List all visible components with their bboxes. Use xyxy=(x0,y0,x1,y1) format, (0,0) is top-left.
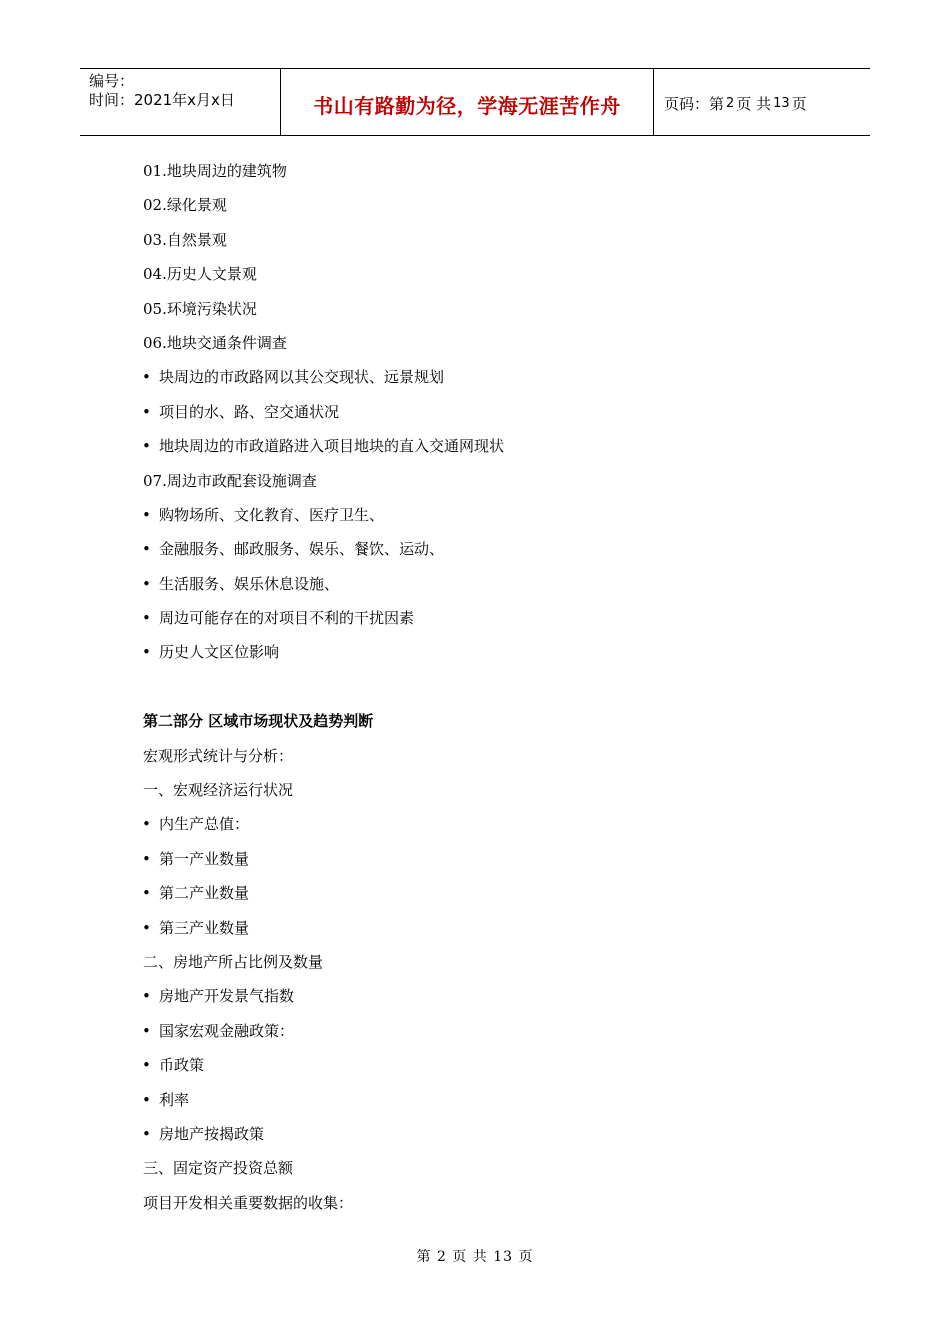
list-item: 03.自然景观 xyxy=(143,230,227,249)
list-item: 项目开发相关重要数据的收集： xyxy=(143,1193,354,1212)
time-label: 时间：2021年x月x日 xyxy=(89,91,235,109)
bullet-item xyxy=(143,1048,843,1082)
bullet-text: 块周边的市政路网以其公交现状、远景规划 xyxy=(159,368,445,387)
bullet-item xyxy=(143,429,843,463)
bullet-text: 地块周边的市政道路进入项目地块的直入交通网现状 xyxy=(159,437,505,456)
list-item: 02.绿化景观 xyxy=(143,196,227,215)
bullet-item xyxy=(143,1083,843,1117)
bullet-text: 房地产开发景气指数 xyxy=(159,987,295,1006)
bullet-text: 国家宏观金融政策： xyxy=(159,1021,295,1040)
list-item: 05.环境污染状况 xyxy=(143,299,257,318)
list-item: 06.地块交通条件调查 xyxy=(143,333,287,352)
list-item: 宏观形式统计与分析： xyxy=(143,746,294,765)
bullet-text: 房地产按揭政策 xyxy=(159,1124,265,1143)
bullet-text: 第二产业数量 xyxy=(159,884,250,903)
bullet-item xyxy=(143,567,843,601)
bullet-text: 周边可能存在的对项目不利的干扰因素 xyxy=(159,609,415,628)
bullet-item xyxy=(143,635,843,669)
bullet-text: 第三产业数量 xyxy=(159,918,250,937)
page-total: 13 xyxy=(773,95,790,111)
bullet-item xyxy=(143,911,843,945)
document-body xyxy=(143,154,843,1220)
page-mid: 页 共 xyxy=(736,94,772,113)
bullet-item xyxy=(143,1014,843,1048)
page-footer: 第 2 页 共 13 页 xyxy=(416,1249,534,1265)
section-title: 第二部分 区域市场现状及趋势判断 xyxy=(143,712,374,731)
list-item: 二、房地产所占比例及数量 xyxy=(143,952,324,971)
bullet-text: 利率 xyxy=(159,1090,190,1109)
bullet-item xyxy=(143,532,843,566)
bullet-item xyxy=(143,842,843,876)
page-prefix: 页码：第 xyxy=(664,94,725,113)
header-motto: 书山有路勤为径，学海无涯苦作舟 xyxy=(281,69,654,135)
bullet-text: 生活服务、娱乐休息设施、 xyxy=(159,574,340,593)
paragraph-gap xyxy=(143,670,843,704)
list-item: 07.周边市政配套设施调查 xyxy=(143,471,317,490)
bullet-item xyxy=(143,979,843,1013)
bullet-text: 金融服务、邮政服务、娱乐、餐饮、运动、 xyxy=(159,540,445,559)
code-label: 编号： xyxy=(89,72,135,90)
bullet-text: 内生产总值： xyxy=(159,815,250,834)
header-page-number xyxy=(654,69,870,135)
list-item: 一、宏观经济运行状况 xyxy=(143,781,294,800)
bullet-item xyxy=(143,807,843,841)
bullet-text: 第一产业数量 xyxy=(159,849,250,868)
bullet-text: 历史人文区位影响 xyxy=(159,643,280,662)
bullet-text: 币政策 xyxy=(159,1056,205,1075)
bullet-item xyxy=(143,876,843,910)
bullet-text: 项目的水、路、空交通状况 xyxy=(159,402,340,421)
bullet-item xyxy=(143,601,843,635)
list-item: 三、固定资产投资总额 xyxy=(143,1159,294,1178)
page-current: 2 xyxy=(726,95,735,111)
bullet-item xyxy=(143,395,843,429)
header-meta xyxy=(80,69,281,135)
bullet-text: 购物场所、文化教育、医疗卫生、 xyxy=(159,505,385,524)
bullet-item xyxy=(143,360,843,394)
list-item: 01.地块周边的建筑物 xyxy=(143,162,287,180)
bullet-item xyxy=(143,498,843,532)
bullet-item xyxy=(143,1117,843,1151)
page-suffix: 页 xyxy=(791,94,807,113)
page-header xyxy=(80,68,870,136)
list-item: 04.历史人文景观 xyxy=(143,265,257,284)
